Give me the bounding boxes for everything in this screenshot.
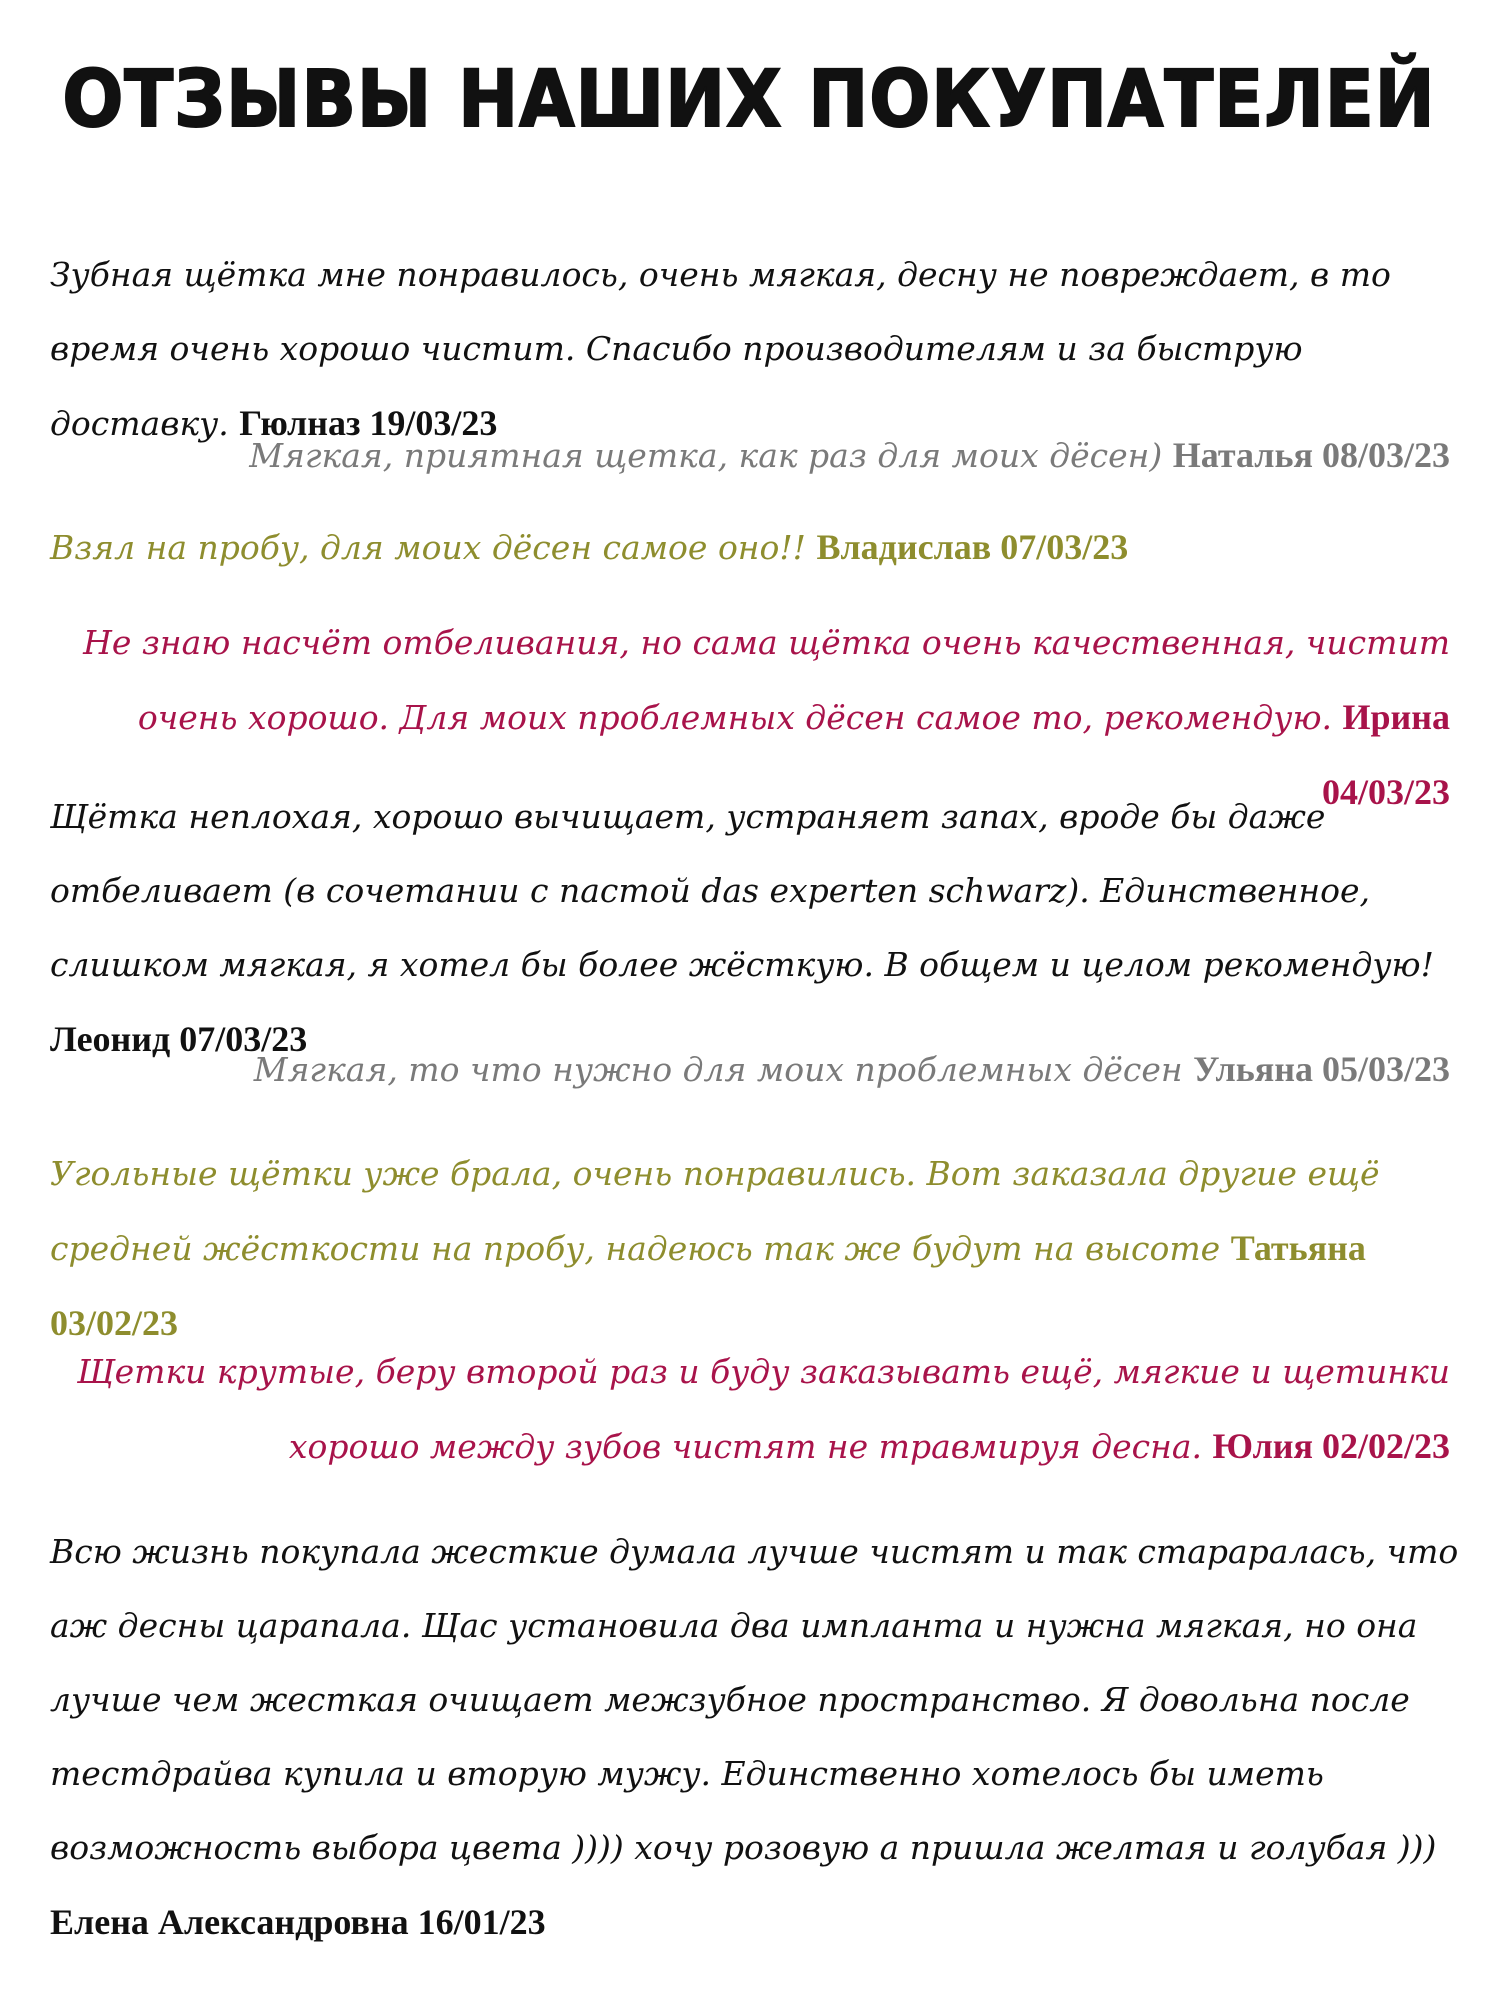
review-author: Юлия 02/02/23 (1212, 1426, 1450, 1466)
page-title: ОТЗЫВЫ НАШИХ ПОКУПАТЕЛЕЙ (62, 55, 1436, 145)
review-yuliya (40, 1335, 1450, 1484)
review-vladislav (50, 510, 1470, 585)
review-author: Гюлназ 19/03/23 (239, 403, 498, 443)
review-elena (50, 1515, 1480, 1960)
review-author: Владислав 07/03/23 (816, 527, 1129, 567)
review-text: Взял на пробу, для моих дёсен самое оно!! (50, 528, 806, 567)
review-text: Мягкая, приятная щетка, как раз для моих дёсен) (249, 436, 1163, 475)
review-text: Зубная щётка мне понравилось, очень мягкая, десну не повреждает, в то время очень хорошо чистит. Спасибо производителям и за быструю доставку. (50, 255, 1391, 443)
review-author: Татьяна 03/02/23 (50, 1228, 1366, 1343)
review-text: Всю жизнь покупала жесткие думала лучше чистят и так стараралась, что аж десны царапала. Щас установила два импланта и нужна мягкая, но она лучше чем жесткая очищает межзубное пространство. Я довольна после тестдрайва купила и вторую мужу. Единственно хотелось бы иметь возможность выбора цвета )))) хочу розовую а пришла желтая и голубая ))) (50, 1532, 1459, 1867)
review-text: Угольные щётки уже брала, очень понравились. Вот заказала другие ещё средней жёсткости на пробу, надеюсь так же будут на высоте (50, 1154, 1380, 1268)
review-author: Ирина 04/03/23 (1321, 697, 1450, 812)
review-text: Щётка неплохая, хорошо вычищает, устраняет запах, вроде бы даже отбеливает (в сочетании с пастой das experten schwarz). Единственное, слишком мягкая, я хотел бы более жёсткую. В общем и целом рекомендую! (50, 797, 1434, 984)
review-author: Наталья 08/03/23 (1172, 435, 1450, 475)
review-text: Не знаю насчёт отбеливания, но сама щётка очень качественная, чистит очень хорошо. Для моих проблемных дёсен самое то, рекомендую. (83, 623, 1450, 737)
review-text: Мягкая, то что нужно для моих проблемных дёсен (253, 1050, 1183, 1089)
review-author: Елена Александровна 16/01/23 (50, 1902, 546, 1942)
review-tatyana (50, 1137, 1470, 1361)
review-author: Ульяна 05/03/23 (1193, 1049, 1450, 1089)
review-ulyana (50, 1032, 1450, 1107)
review-natalya (50, 418, 1450, 493)
review-author: Леонид 07/03/23 (50, 1019, 308, 1059)
review-text: Щетки крутые, беру второй раз и буду заказывать ещё, мягкие и щетинки хорошо между зубов чистят не травмируя десна. (76, 1352, 1450, 1466)
